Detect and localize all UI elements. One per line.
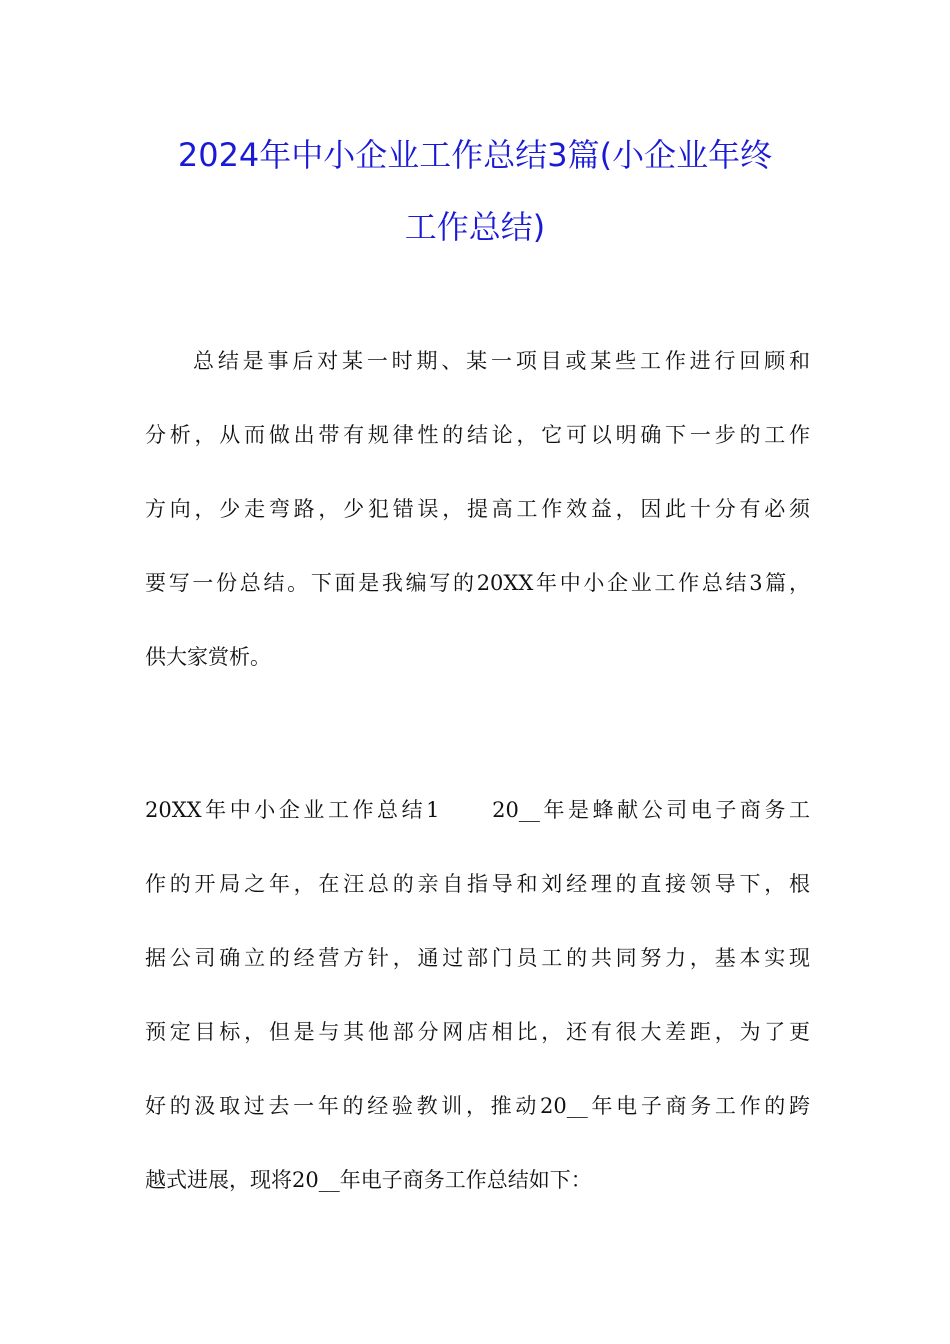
intro-line-4: 要写一份总结。下面是我编写的20XX年中小企业工作总结3篇， [145,571,810,595]
section-1-line-6: 越式进展，现将20__年电子商务工作总结如下： [145,1168,592,1192]
section-1-line-3: 据公司确立的经营方针，通过部门员工的共同努力，基本实现 [145,946,810,970]
document-title-line-2: 工作总结) [404,208,546,246]
intro-line-5: 供大家赏析。 [145,645,271,669]
section-1-line-4: 预定目标，但是与其他部分网店相比，还有很大差距，为了更 [145,1020,810,1044]
intro-line-2: 分析，从而做出带有规律性的结论，它可以明确下一步的工作 [145,423,810,447]
section-1-line-1: 20XX年中小企业工作总结1 20__年是蜂献公司电子商务工 [145,798,810,822]
intro-line-1: 总结是事后对某一时期、某一项目或某些工作进行回顾和 [193,349,810,373]
intro-line-3: 方向，少走弯路，少犯错误，提高工作效益，因此十分有必须 [145,497,810,521]
document-title-line-1: 2024年中小企业工作总结3篇(小企业年终 [177,136,773,174]
section-1-line-2: 作的开局之年，在汪总的亲自指导和刘经理的直接领导下，根 [145,872,810,896]
section-1-line-5: 好的汲取过去一年的经验教训，推动20__年电子商务工作的跨 [145,1094,810,1118]
